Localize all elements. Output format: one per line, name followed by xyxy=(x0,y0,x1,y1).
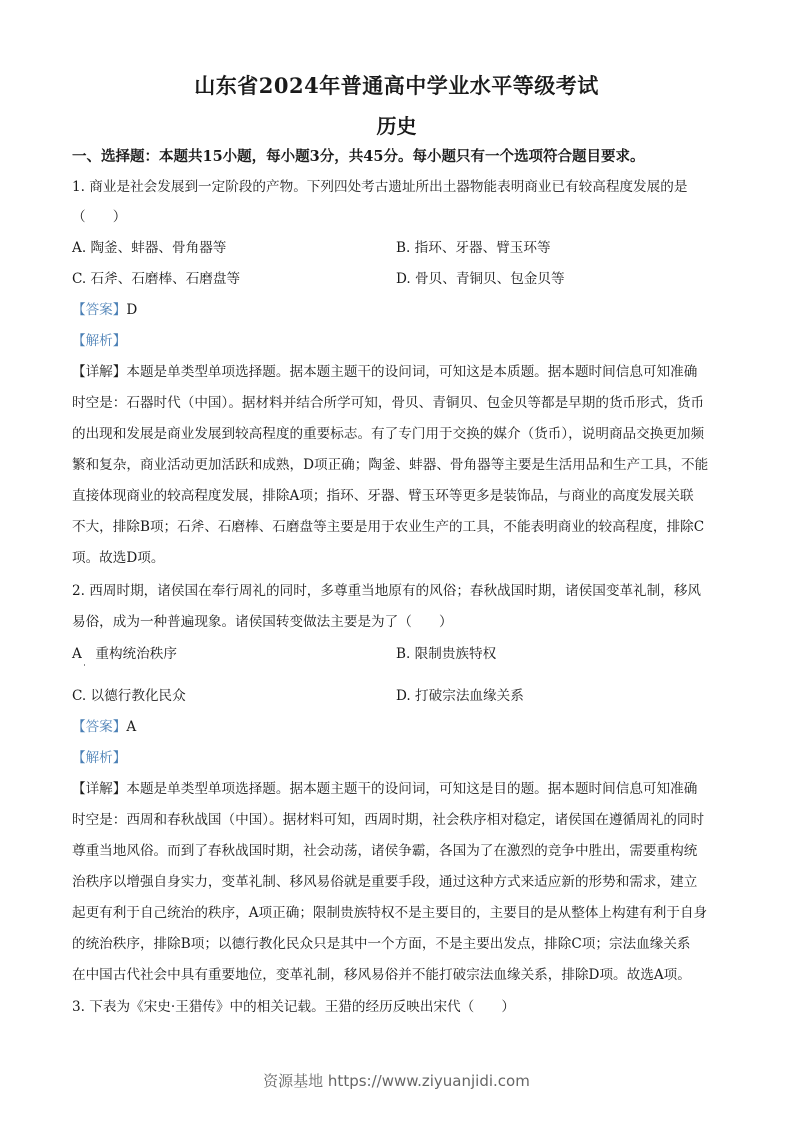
answer-line xyxy=(72,718,136,736)
answer-blank: （ ） xyxy=(72,209,127,225)
detail-line: 不大，排除B项；石斧、石磨棒、石磨盘等主要是用于农业生产的工具，不能表明商业的较高程度，排除C xyxy=(72,519,705,535)
answer-value: D xyxy=(126,302,138,318)
option-b: B. 限制贵族特权 xyxy=(396,646,497,662)
stray-mark xyxy=(84,664,85,666)
detail-line: 直接体现商业的较高程度发展，排除A项；指环、牙器、臂玉环等更多是装饰品，与商业的高度发展关联 xyxy=(72,488,694,504)
option-c: C. 以德行教化民众 xyxy=(72,688,186,704)
answer-tag: 【答案】 xyxy=(72,302,127,318)
option-d: D. 骨贝、青铜贝、包金贝等 xyxy=(396,271,565,287)
detail-tag: 【详解】 xyxy=(72,781,127,797)
detail-line: 【详解】本题是单类型单项选择题。据本题主题干的设问词，可知这是目的题。据本题时间信息可知准确 xyxy=(72,781,698,797)
question-stem: 1. 商业是社会发展到一定阶段的产物。下列四处考古遗址所出土器物能表明商业已有较高程度发展的是 xyxy=(72,179,688,195)
subject-title: 历史 xyxy=(376,114,417,138)
exam-title: 山东省2024年普通高中学业水平等级考试 xyxy=(194,73,599,98)
option-a: A. 陶釜、蚌器、骨角器等 xyxy=(72,240,227,256)
analysis-tag: 【解析】 xyxy=(72,750,127,766)
detail-line: 起更有利于自己统治的秩序，A项正确；限制贵族特权不是主要目的，主要目的是从整体上构建有利于自身 xyxy=(72,905,708,921)
detail-line: 的出现和发展是商业发展到较高程度的重要标志。有了专门用于交换的媒介（货币），说明商品交换更加频 xyxy=(72,426,705,442)
analysis-tag: 【解析】 xyxy=(72,333,127,349)
detail-line: 繁和复杂，商业活动更加活跃和成熟，D项正确；陶釜、蚌器、骨角器等主要是生活用品和生产工具，不能 xyxy=(72,457,709,473)
detail-line: 【详解】本题是单类型单项选择题。据本题主题干的设问词，可知这是本质题。据本题时间信息可知准确 xyxy=(72,364,698,380)
detail-line: 时空是：石器时代（中国）。据材料并结合所学可知，骨贝、青铜贝、包金贝等都是早期的货币形式，货币 xyxy=(72,395,705,411)
detail-line: 在中国古代社会中具有重要地位，变革礼制，移风易俗并不能打破宗法血缘关系，排除D项。故选A项。 xyxy=(72,967,691,983)
detail-tag: 【详解】 xyxy=(72,364,127,380)
answer-tag: 【答案】 xyxy=(72,719,127,735)
watermark-footer: 资源基地 https://www.ziyuanjidi.com xyxy=(263,1072,530,1090)
question-stem: 2. 西周时期，诸侯国在奉行周礼的同时，多尊重当地原有的风俗；春秋战国时期，诸侯国变革礼制，移风 xyxy=(72,583,702,599)
question-stem: 3. 下表为《宋史·王猎传》中的相关记载。王猎的经历反映出宋代（ ） xyxy=(72,999,516,1015)
answer-value: A xyxy=(126,719,137,735)
detail-line: 的统治秩序，排除B项；以德行教化民众只是其中一个方面，不是主要出发点，排除C项；宗法血缘关系 xyxy=(72,936,691,952)
detail-line: 尊重当地风俗。而到了春秋战国时期，社会动荡，诸侯争霸，各国为了在激烈的竞争中胜出，需要重构统 xyxy=(72,843,698,859)
detail-line: 时空是：西周和春秋战国（中国）。据材料可知，西周时期，社会秩序相对稳定，诸侯国在遵循周礼的同时 xyxy=(72,812,705,828)
option-a: A 重构统治秩序 xyxy=(72,646,177,662)
option-d: D. 打破宗法血缘关系 xyxy=(396,688,524,704)
detail-line: 治秩序以增强自身实力，变革礼制、移风易俗就是重要手段，通过这种方式来适应新的形势和需求，建立 xyxy=(72,874,698,890)
answer-line xyxy=(72,301,137,319)
question-stem: 易俗，成为一种普遍现象。诸侯国转变做法主要是为了（ ） xyxy=(72,614,453,630)
option-b: B. 指环、牙器、臂玉环等 xyxy=(396,240,551,256)
detail-line: 项。故选D项。 xyxy=(72,550,165,566)
section-heading: 一、选择题：本题共15小题，每小题3分，共45分。每小题只有一个选项符合题目要求。 xyxy=(72,148,645,165)
option-c: C. 石斧、石磨棒、石磨盘等 xyxy=(72,271,241,287)
